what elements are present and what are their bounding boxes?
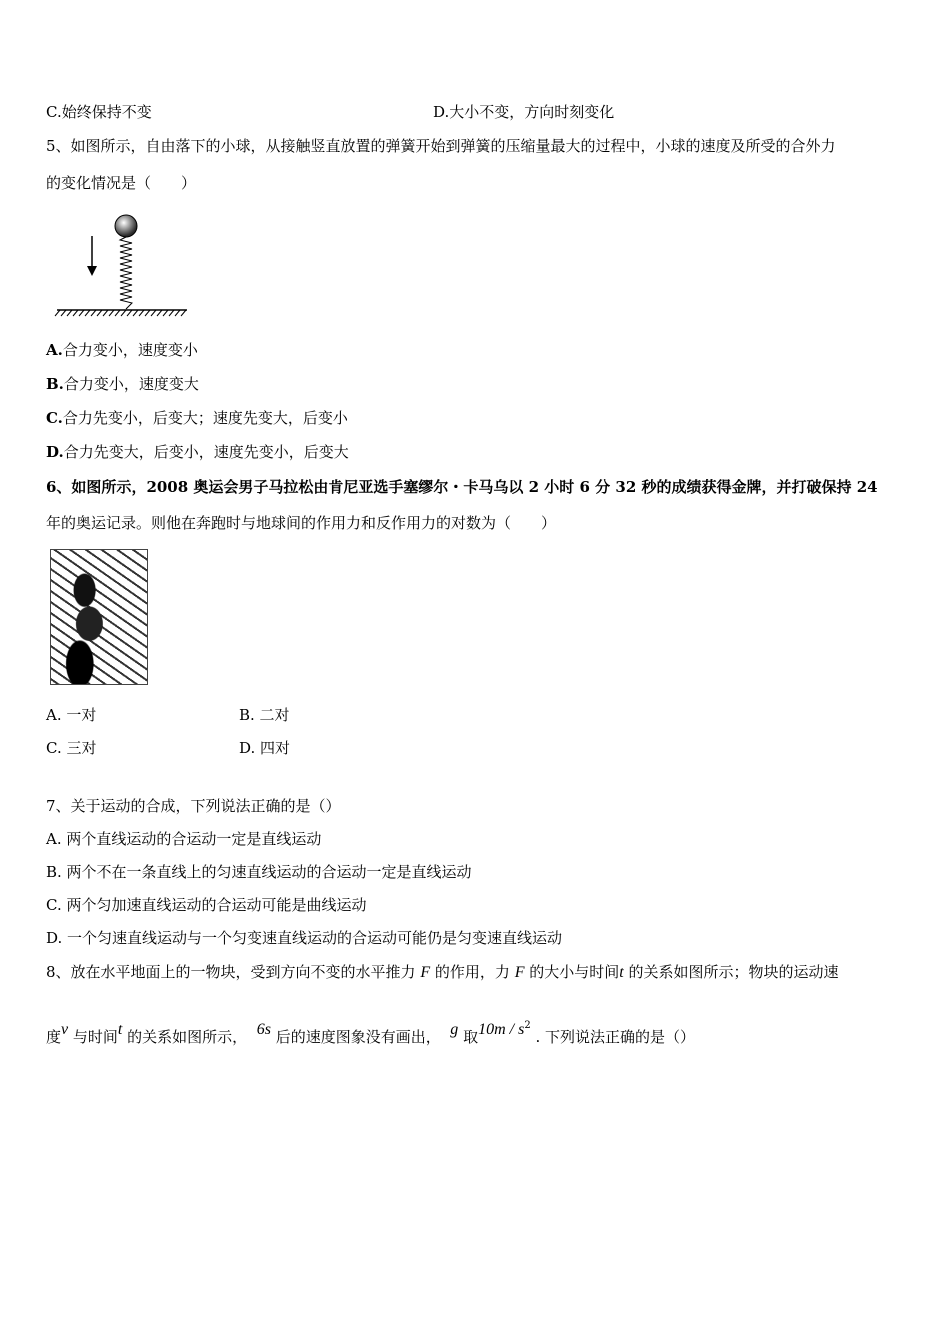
q4-option-c: C.始终保持不变 (46, 103, 152, 121)
q7-option-d: D. 一个匀速直线运动与一个匀变速直线运动的合运动可能仍是匀变速直线运动 (46, 929, 563, 947)
q6-option-b: B. 二对 (239, 706, 290, 724)
q6-stem-line2: 年的奥运记录。则他在奔跑时与地球间的作用力和反作用力的对数为（ ） (46, 514, 557, 532)
q5-stem-line1: 5、如图所示，自由落下的小球，从接触竖直放置的弹簧开始到弹簧的压缩量最大的过程中，小球的速度及所受的合外力 (46, 137, 836, 155)
q6-option-d: D. 四对 (239, 739, 291, 757)
q8-stem-line2: 度v 与时间t 的关系如图所示， 6s 后的速度图象没有画出， g 取$10m / s^2$ . 下列说法正确的是（） (46, 1020, 696, 1046)
q6-stem-line1: 6、如图所示，2008 奥运会男子马拉松由肯尼亚选手塞缪尔・卡马乌以 2 小时 6 分 32 秒的成绩获得金牌，并打破保持 24 (46, 478, 878, 496)
marathon-runner-photo (50, 549, 148, 685)
ground-hatch (55, 310, 186, 316)
q8-stem-line1: 8、放在水平地面上的一物块，受到方向不变的水平推力 F 的作用，力 F 的大小与时间t 的关系如图所示；物块的运动速 (46, 963, 839, 981)
q4-option-d: D.大小不变，方向时刻变化 (433, 103, 615, 121)
spring (120, 237, 132, 309)
spring-ball-figure (52, 210, 192, 322)
q7-option-a: A. 两个直线运动的合运动一定是直线运动 (46, 830, 322, 848)
q6-option-c: C. 三对 (46, 739, 97, 757)
q7-option-c: C. 两个匀加速直线运动的合运动可能是曲线运动 (46, 896, 367, 914)
q5-option-c: C.合力先变小，后变大；速度先变大，后变小 (46, 409, 348, 427)
q5-option-a: A.合力变小，速度变小 (46, 341, 198, 359)
q7-stem: 7、关于运动的合成，下列说法正确的是（） (46, 797, 341, 815)
q5-option-b: B.合力变小，速度变大 (46, 375, 199, 393)
q5-stem-line2: 的变化情况是（ ） (46, 174, 197, 192)
q6-option-a: A. 一对 (46, 706, 97, 724)
q5-option-d: D.合力先变大，后变小，速度先变小，后变大 (46, 443, 349, 461)
ball (115, 215, 137, 237)
down-arrow-icon (87, 236, 97, 276)
q7-option-b: B. 两个不在一条直线上的匀速直线运动的合运动一定是直线运动 (46, 863, 472, 881)
